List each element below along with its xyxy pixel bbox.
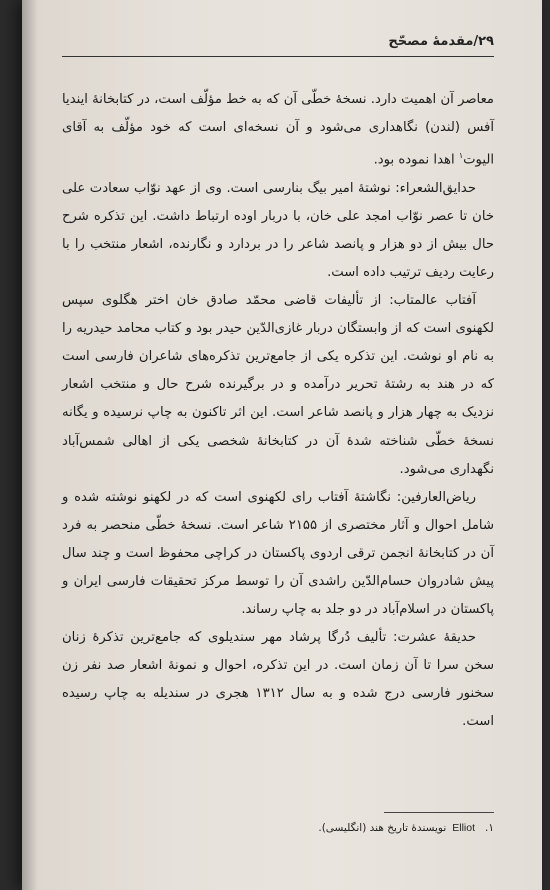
footnote-text: نویسندهٔ تاریخ هند (انگلیسی). [318,822,447,834]
paragraph-intro [62,86,494,175]
footnote-marker: ۱ [458,151,464,161]
footnote [318,822,494,834]
paragraph-riaz: ریاض‌العارفین: نگاشتهٔ آفتاب رای لکهنوی است که در لکهنو نوشته شده و شامل احوال و آثار مختصری از ۲۱۵۵ شاعر است. نسخهٔ خطّی منحصر به فرد آن در کتابخانهٔ انجمن ترقی اردوی پاکستان در کراچی محفوظ است و چند سال پیش شادروان حسام‌الدّین راشدی آن را توسط مرکز تحقیقات فارسی ایران و پاکستان در اسلام‌آباد در دو جلد به چاپ رساند. [62,489,494,618]
paragraph-text: معاصر آن اهمیت دارد. نسخهٔ خطّی آن که به خط مؤلّف است، در کتابخانهٔ ایندیا آفس (لندن) نگاهداری می‌شود و آن نسخه‌ای است که خود مؤلّف به آقای الیوت [62,92,494,168]
body-text [62,86,494,737]
paragraph-aftab: آفتاب عالمتاب: از تألیفات قاضی محمّد صادق خان اختر هگلوی سپس لکهنوی است که از وابستگان دربار غازی‌الدّین حیدر بود و کتاب محامد حیدریه را به نام او نوشت. این تذکره یکی از جامع‌ترین تذکره‌های شاعران فارسی است که در هند به رشتهٔ تحریر درآمده و در برگیرنده شرح حال و منتخب اشعار نزدیک به چهار هزار و پانصد شاعر است. این اثر تاکنون به چاپ نرسیده و یگانه نسخهٔ خطّی شناخته شدهٔ آن در کتابخانهٔ شخصی یکی از اهالی شمس‌آباد نگهداری می‌شود. [62,293,494,477]
footnote-latin: Elliot [452,822,476,834]
book-page [22,0,542,890]
paragraph-tail: اهدا نموده بود. [373,152,459,168]
running-title: ۲۹/مقدمهٔ مصحّح [388,34,494,49]
paragraph-hadayeq: حدایق‌الشعراء: نوشتهٔ امیر بیگ بنارسی است. وی از عهد نوّاب سعادت علی خان تا عصر نوّاب امجد علی خان، با دربار اوده ارتباط داشت. این تذکره شرح حال بیش از دو هزار و پانصد شاعر را در بردارد و نگارنده، اشعار منتخب را با رعایت ردیف ترتیب داده است. [62,180,494,280]
page-gutter-shadow [22,0,38,890]
footnote-number: ۱. [485,822,494,834]
footnote-divider [384,812,494,813]
running-header [62,28,494,57]
paragraph-hadiqe: حدیقهٔ عشرت: تألیف دُرگا پرشاد مهر سندیلوی که جامع‌ترین تذکرهٔ زنان سخن سرا تا آن زمان است. در این تذکره، احوال و نمونهٔ اشعار صد نفر زن سخنور فارسی درج شده و به سال ۱۳۱۲ هجری در سندیله به چاپ رسیده است. [62,630,494,730]
